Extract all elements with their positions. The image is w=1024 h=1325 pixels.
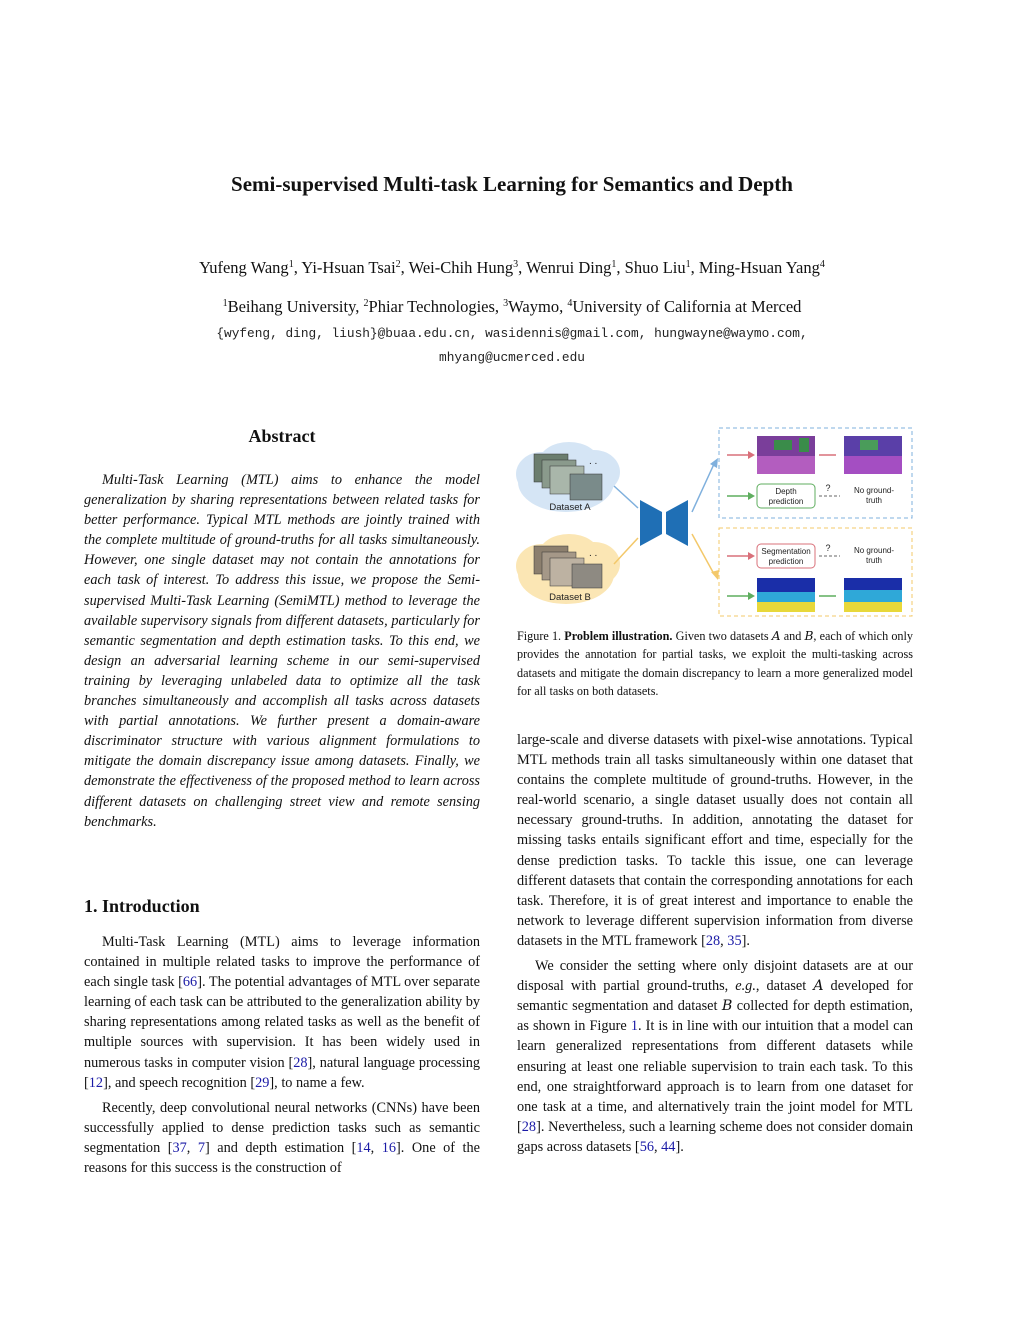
- author-affiliation-marker: 2: [395, 259, 401, 270]
- intro-paragraph-1: Multi-Task Learning (MTL) aims to leverage information contained in multiple related tasks to improve the performance of each single task [66]. The potential advantages of MTL over separate learning of each task can be attributed to the generalization ability by sharing representations among related tasks as well as the benefit of multiple sources with supervision. It has been widely used in numerous tasks in computer vision [28], natural language processing [12], and speech recognition [29], to name a few.: [84, 934, 480, 1091]
- citation[interactable]: 7: [197, 1139, 205, 1156]
- affiliation-list: $^1$Beihang University, $^2$Phiar Technologies, $^3$Waymo, $^4$University of California at Merced: [222, 297, 802, 316]
- citation[interactable]: 28: [521, 1118, 537, 1135]
- intro-paragraph-2: Recently, deep convolutional neural networks (CNNs) have been successfully applied to dense prediction tasks such as semantic segmentation [37, 7] and depth estimation [14, 16]. One of the reasons for this success is the construction of: [84, 1099, 480, 1177]
- svg-text:No ground-: No ground-: [853, 546, 895, 555]
- author-name: Wei-Chih Hung: [408, 258, 514, 277]
- affiliation-marker: 3: [503, 298, 509, 309]
- citation[interactable]: 44: [661, 1138, 676, 1155]
- citation[interactable]: 12: [88, 1074, 104, 1091]
- author-affiliation-marker: 1: [611, 259, 617, 270]
- affiliation-name: University of California at Merced: [572, 297, 802, 316]
- citation[interactable]: 56: [639, 1138, 654, 1155]
- svg-text:prediction: prediction: [768, 557, 804, 566]
- intro-paragraph-4: We consider the setting where only disjoint datasets are at our disposal with partial ground-truths, e.g., dataset A developed for semantic segmentation and dataset B collected for depth estimation, as shown in Figure 1. It is in line with our intuition that a model can learn generalized representations from different datasets while ensuring at least one reliable supervision to train each task. To this end, one straightforward approach is to learn from one dataset for one task at a time, and alternatively train the joint model for MTL [28]. Nevertheless, such a learning scheme does not consider domain gaps across datasets [56, 44].: [517, 958, 913, 1155]
- svg-text:. .: . .: [589, 548, 598, 559]
- svg-text:No ground-: No ground-: [853, 486, 895, 495]
- svg-text:prediction: prediction: [768, 497, 804, 506]
- abstract-heading: Abstract: [248, 426, 316, 446]
- citation[interactable]: 14: [356, 1139, 371, 1156]
- author-name: Yufeng Wang: [199, 258, 289, 277]
- right-column-body: [517, 730, 913, 1162]
- citation[interactable]: 37: [172, 1139, 187, 1156]
- citation[interactable]: 66: [182, 974, 198, 991]
- svg-text:truth: truth: [865, 556, 883, 565]
- intro-paragraph-3: large-scale and diverse datasets with pixel-wise annotations. Typical MTL methods train all tasks simultaneously within one dataset that contains the complete multitude of ground-truths. However, in the real-world scenario, a single dataset usually does not contain all necessary ground-truths. In addition, annotating the dataset for missing tasks entails significant effort and time, especially for the dense prediction tasks. To tackle this issue, one can leverage different datasets that contain the corresponding annotations for each task. Therefore, it is of great interest and importance to enable the network to leverage different supervision information from diverse datasets in the MTL framework [28, 35].: [517, 732, 913, 949]
- affiliation-name: Phiar Technologies: [368, 297, 495, 316]
- author-list: Yufeng Wang$^1$, Yi-Hsuan Tsai$^2$, Wei-Chih Hung$^3$, Wenrui Ding$^1$, Shuo Liu$^1$, Ming-Hsuan Yang$^4$: [199, 258, 825, 277]
- author-name: Ming-Hsuan Yang: [698, 258, 820, 277]
- affiliation-name: Waymo: [508, 297, 560, 316]
- figure-1-caption: Figure 1. Problem illustration. Given two datasets A and B, each of which only provides the annotation for partial tasks, we exploit the multi-tasking across datasets and mitigate the domain discrepancy to learn a more generalized model for all tasks on both datasets.: [517, 629, 913, 698]
- email-line-2: mhyang@ucmerced.edu: [439, 350, 585, 365]
- author-name: Shuo Liu: [624, 258, 686, 277]
- dataset-b-cloud: [516, 534, 620, 604]
- figure-reference[interactable]: 1: [630, 1018, 638, 1035]
- abstract-text: Multi-Task Learning (MTL) aims to enhance the model generalization by sharing representations between related tasks for better performance. Typical MTL methods are jointly trained with the complete multitude of ground-truths for all tasks simultaneously. However, one single dataset may not contain the annotations for each task of interest. To address this issue, we propose the Semi-supervised Multi-Task Learning (SemiMTL) method to leverage the available supervisory signals from different datasets, particularly for semantic segmentation and depth estimation tasks. To this end, we design an adversarial learning scheme in our semi-supervised training by leveraging unlabeled data to optimize all the task branches simultaneously and accomplish all tasks across datasets with partial annotations. We further present a domain-aware discriminator structure with various alignment formulations to mitigate the domain discrepancy issue among datasets. Finally, we demonstrate the effectiveness of the proposed method to learn across different datasets on challenging street view and remote sensing benchmarks.: [84, 472, 480, 830]
- svg-text:Segmentation: Segmentation: [761, 547, 811, 556]
- dataset-a-cloud: [516, 442, 620, 513]
- author-affiliation-marker: 4: [819, 259, 825, 270]
- author-affiliation-marker: 1: [685, 259, 691, 270]
- affiliation-name: Beihang University: [227, 297, 356, 316]
- email-line-1: {wyfeng, ding, liush}@buaa.edu.cn, wasidennis@gmail.com, hungwayne@waymo.com,: [216, 326, 808, 341]
- svg-text:Depth: Depth: [775, 487, 797, 496]
- affiliation-marker: 4: [567, 298, 573, 309]
- author-affiliation-marker: 1: [288, 259, 294, 270]
- author-affiliation-marker: 3: [513, 259, 519, 270]
- svg-text:?: ?: [825, 543, 831, 553]
- left-column-body: [84, 932, 480, 1183]
- section-heading-introduction: 1. Introduction: [84, 896, 200, 916]
- figure-1: [514, 424, 916, 620]
- citation[interactable]: 28: [705, 932, 721, 949]
- author-name: Wenrui Ding: [526, 258, 612, 277]
- citation[interactable]: 29: [255, 1074, 270, 1091]
- citation[interactable]: 28: [293, 1054, 308, 1071]
- svg-text:truth: truth: [865, 496, 883, 505]
- paper-title: Semi-supervised Multi-task Learning for Semantics and Depth: [231, 172, 793, 196]
- dataset-b-label: Dataset B: [549, 592, 591, 603]
- dataset-a-label: Dataset A: [549, 502, 591, 513]
- citation[interactable]: 16: [381, 1139, 397, 1156]
- author-name: Yi-Hsuan Tsai: [301, 258, 396, 277]
- network-icon: [640, 500, 688, 546]
- affiliation-marker: 1: [222, 298, 228, 309]
- affiliation-marker: 2: [363, 298, 369, 309]
- svg-text:. .: . .: [589, 456, 598, 467]
- svg-text:?: ?: [825, 483, 831, 493]
- citation[interactable]: 35: [727, 932, 742, 949]
